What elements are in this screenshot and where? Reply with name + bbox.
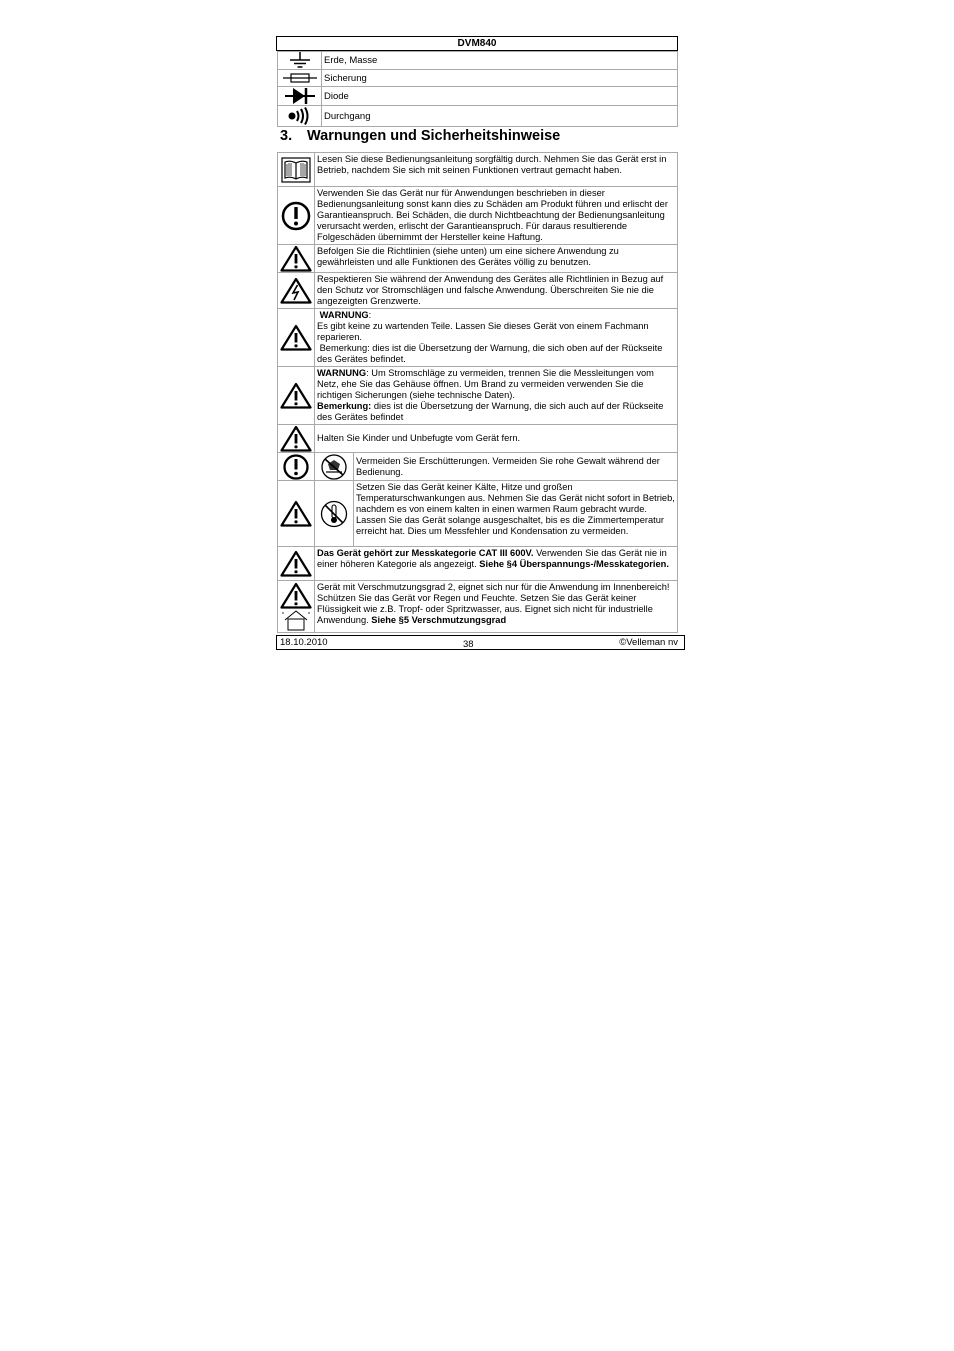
warning-text: Lesen Sie diese Bedienungsanleitung sorgfältig durch. Nehmen Sie das Gerät erst in Betrieb, nachdem Sie sich mit seinen Funktionen vertraut gemacht haben.: [315, 153, 678, 187]
footer-copyright: ©Velleman nv: [619, 637, 678, 648]
warning-note: Bemerkung: dies ist die Übersetzung der Warnung, die sich oben auf der Rückseite des Gerätes befindet.: [317, 343, 663, 364]
table-row: [278, 547, 678, 581]
table-row: [278, 453, 678, 481]
warning-text: Halten Sie Kinder und Unbefugte vom Gerät fern.: [315, 425, 678, 453]
no-temperature-icon: [315, 481, 354, 547]
category-statement: Das Gerät gehört zur Messkategorie CAT III 600V.: [317, 548, 534, 558]
warnings-table: [277, 152, 678, 633]
warning-text: Vermeiden Sie Erschütterungen. Vermeiden Sie rohe Gewalt während der Bedienung.: [354, 453, 678, 481]
warning-colon: :: [368, 310, 372, 320]
table-row: [278, 106, 678, 127]
warning-text: Befolgen Sie die Richtlinien (siehe unten) um eine sichere Anwendung zu gewährleisten und alle Funktionen des Gerätes völlig zu benutzen.: [315, 245, 678, 273]
table-row: [278, 87, 678, 106]
electric-shock-icon: [278, 273, 315, 309]
fuse-icon: [278, 70, 322, 87]
section-title: Warnungen und Sicherheitshinweise: [307, 128, 561, 144]
warning-body: Verwenden Sie das Gerät nie in einer höheren Kategorie als angezeigt.: [317, 548, 667, 569]
warning-triangle-icon: [278, 245, 315, 273]
warning-triangle-icon: [278, 481, 315, 547]
symbol-label: Sicherung: [322, 70, 678, 87]
indoor-use-icon: [278, 581, 315, 633]
table-row: [278, 309, 678, 367]
symbol-label: Erde, Masse: [322, 52, 678, 70]
ground-icon: [278, 52, 322, 70]
footer-date: 18.10.2010: [280, 637, 328, 648]
warning-text: [315, 367, 678, 425]
warning-text: [315, 581, 678, 633]
section-reference: Siehe §4 Überspannungs-/Messkategorien.: [479, 559, 669, 569]
page-number: 38: [463, 639, 474, 650]
caution-circle-icon: [278, 453, 315, 481]
warning-triangle-icon: [278, 547, 315, 581]
symbol-label: Durchgang: [322, 106, 678, 127]
page-footer: [276, 635, 685, 650]
section-heading: [280, 128, 560, 144]
warning-text: [315, 309, 678, 367]
section-reference: Siehe §5 Verschmutzungsgrad: [371, 615, 507, 625]
warning-body: : Um Stromschläge zu vermeiden, trennen Sie die Messleitungen vom Netz, ehe Sie das Gehäuse öffnen. Um Brand zu vermeiden verwenden Sie die richtigen Sicherungen (siehe technische Daten).: [317, 368, 654, 400]
warning-body: Gerät mit Verschmutzungsgrad 2, eignet sich nur für die Anwendung im Innenbereich! Schützen Sie das Gerät vor Regen und Feuchte. Setzen Sie das Gerät keiner Flüssigkeit wie z.B. Tropf- oder Spritzwasser, aus. Eignet sich nicht für industrielle Anwendung.: [317, 582, 670, 625]
warning-triangle-icon: [278, 367, 315, 425]
book-icon: [278, 153, 315, 187]
warning-triangle-icon: [278, 425, 315, 453]
warning-label: WARNUNG: [319, 310, 369, 320]
warning-label: WARNUNG: [317, 368, 367, 378]
table-row: [278, 153, 678, 187]
no-shock-icon: [315, 453, 354, 481]
model-header: DVM840: [276, 36, 678, 51]
continuity-icon: [278, 106, 322, 127]
table-row: [278, 367, 678, 425]
symbol-table: [277, 51, 678, 127]
caution-circle-icon: [278, 187, 315, 245]
table-row: [278, 425, 678, 453]
table-row: [278, 70, 678, 87]
warning-triangle-icon: [278, 309, 315, 367]
warning-text: Setzen Sie das Gerät keiner Kälte, Hitze und großen Temperaturschwankungen aus. Nehmen Sie das Gerät nicht sofort in Betrieb, nachdem es von einem kalten in einen warmen Raum gebracht wurde. Lassen Sie das Gerät solange ausgeschaltet, bis es die Zimmertemperatur erreicht hat. Dies um Messfehler und Kondensation zu vermeiden.: [354, 481, 678, 547]
warning-note: dies ist die Übersetzung der Warnung, die sich auch auf der Rückseite des Gerätes befindet: [317, 401, 664, 422]
section-number: 3.: [280, 128, 293, 144]
note-label: Bemerkung:: [317, 401, 372, 411]
table-row: [278, 245, 678, 273]
warning-text: Respektieren Sie während der Anwendung des Gerätes alle Richtlinien in Bezug auf den Schutz vor Stromschlägen und falsche Anwendung. Überschreiten Sie nie die angezeigten Grenzwerte.: [315, 273, 678, 309]
warning-text: Verwenden Sie das Gerät nur für Anwendungen beschrieben in dieser Bedienungsanleitung sonst kann dies zu Schäden am Produkt führen und erlischt der Garantieanspruch. Bei Schäden, die durch Nichtbeachtung der Bedienungsanleitung verursacht werden, erlischt der Garantieanspruch. Für daraus resultierende Folgeschäden übernimmt der Hersteller keine Haftung.: [315, 187, 678, 245]
table-row: [278, 581, 678, 633]
warning-text: [315, 547, 678, 581]
diode-icon: [278, 87, 322, 106]
table-row: [278, 273, 678, 309]
symbol-label: Diode: [322, 87, 678, 106]
table-row: [278, 187, 678, 245]
table-row: [278, 481, 678, 547]
table-row: [278, 52, 678, 70]
warning-line: Es gibt keine zu wartenden Teile. Lassen Sie dieses Gerät von einem Fachmann reparieren.: [317, 321, 649, 342]
